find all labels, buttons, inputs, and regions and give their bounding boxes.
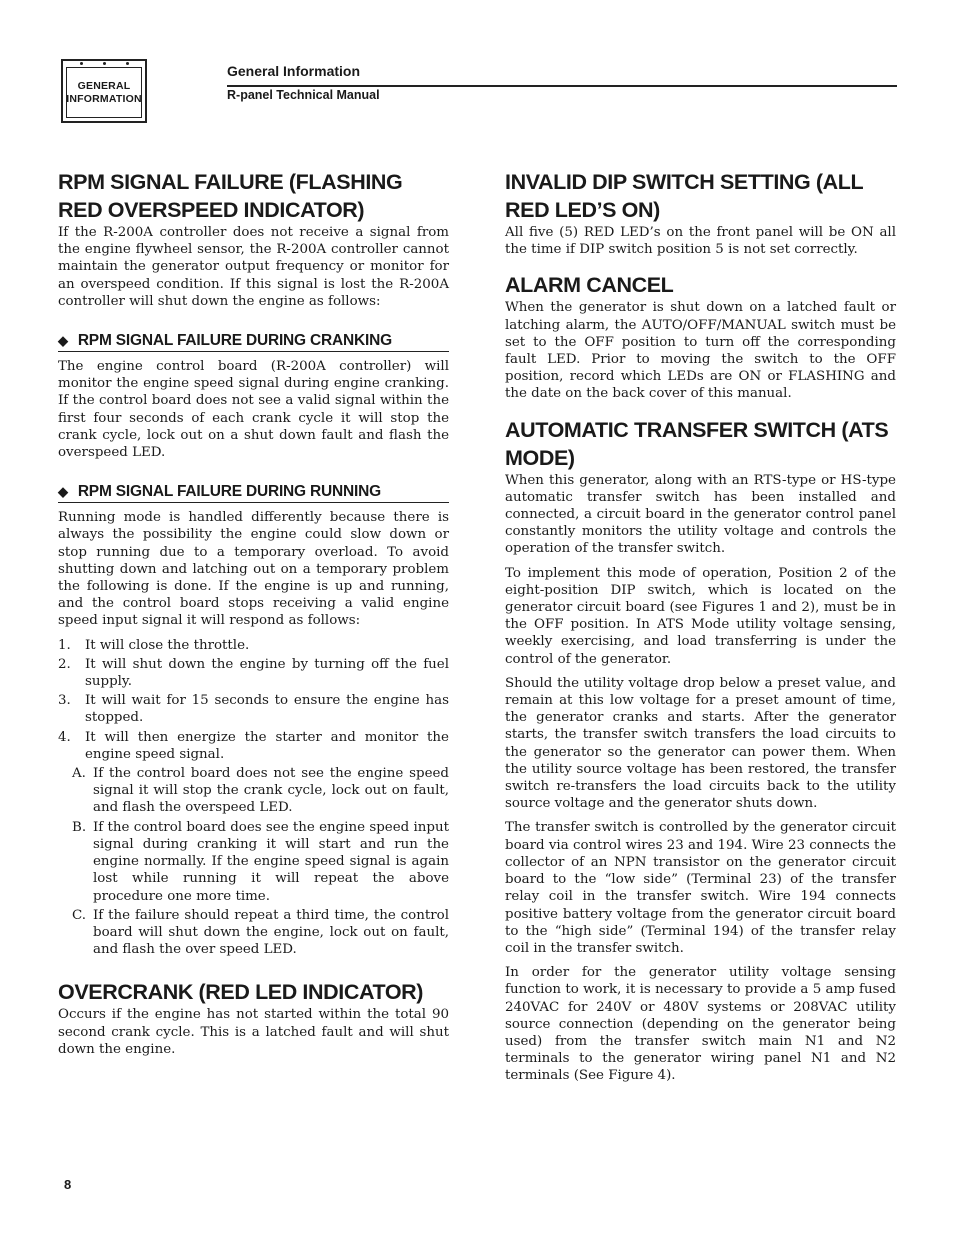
dip-switch-text: All five (5) RED LED’s on the front panel will be ON all the time if DIP switch position 5 is not set correctly. bbox=[505, 225, 896, 258]
list-item: 4. It will then energize the starter and monitor the engine speed signal. bbox=[58, 729, 449, 762]
response-substeps-list bbox=[58, 765, 449, 958]
ats-heading: AUTOMATIC TRANSFER SWITCH (ATS MODE) bbox=[505, 417, 889, 470]
overcrank-text: Occurs if the engine has not started within the total 90 second crank cycle. This is a latched fault and will shut down the engine. bbox=[58, 1007, 449, 1057]
running-subheading-text: RPM SIGNAL FAILURE DURING RUNNING bbox=[77, 483, 381, 501]
list-item: 1. It will close the throttle. bbox=[58, 637, 250, 653]
logo-dot bbox=[126, 62, 129, 65]
cranking-subheading bbox=[58, 332, 449, 352]
logo-dot bbox=[103, 62, 106, 65]
rpm-signal-failure-intro: If the R-200A controller does not receive a signal from the engine flywheel sensor, the R-200A controller cannot maintain the generator output frequency or monitor for an overspeed condition. If this signal is lost the R-200A controller will shut down the engine as follows: bbox=[58, 225, 449, 309]
page-number: 8 bbox=[64, 1177, 72, 1192]
list-item: C. If the failure should repeat a third time, the control board will shut down the engine, lock out on fault, and flash the over speed LED. bbox=[72, 907, 449, 958]
logo-line-1: GENERAL bbox=[77, 79, 131, 92]
logo-line-2: INFORMATION bbox=[66, 92, 142, 105]
diamond-bullet-icon: ◆ bbox=[58, 333, 68, 349]
ats-paragraph-4: The transfer switch is controlled by the generator circuit board via control wires 23 and 194. Wire 23 connects the collector of an NPN transistor on the generator circuit board to the “low side” (Terminal 23) of the transfer relay coil in the transfer switch. Wire 194 connects positive battery voltage from the generator circuit board to the “high side” (Terminal 194) of the transfer relay coil in the transfer switch. bbox=[505, 820, 896, 956]
running-text: Running mode is handled differently because there is always the possibility the engine could slow down or stop running due to a temporary overload. To avoid shutting down and latching out on a temporary problem the following is done. If the engine is up and running, and the control board stops receiving a valid engine speed input signal it will respond as follows: bbox=[58, 510, 449, 629]
ats-paragraph-3: Should the utility voltage drop below a preset value, and remain at this low voltage for a preset amount of time, the generator cranks and starts. After the generator starts, the transfer switch transfers the load circuits to the generator so the generator can power them. When the utility source voltage has been restored, the transfer switch re-transfers the load circuits back to the utility source voltage and the generator shuts down. bbox=[505, 675, 896, 812]
diamond-bullet-icon: ◆ bbox=[58, 484, 68, 500]
list-item: B. If the control board does see the engine speed input signal during cranking it will start and run the engine normally. If the engine speed signal is again lost while running it will repeat the above procedure one more time. bbox=[72, 819, 449, 904]
response-steps-list bbox=[58, 637, 449, 763]
left-column bbox=[58, 168, 449, 1058]
alarm-cancel-text: When the generator is shut down on a latched fault or latching alarm, the AUTO/OFF/MANUAL switch must be set to the OFF position to turn off the corresponding fault LED. Prior to moving the switch to the OFF position, record which LEDs are ON or FLASHING and the date on the back cover of this manual. bbox=[505, 300, 896, 402]
list-item: A. If the control board does not see the engine speed signal it will stop the crank cycle, lock out on fault, and flash the overspeed LED. bbox=[72, 766, 449, 816]
ats-paragraph-1: When this generator, along with an RTS-type or HS-type automatic transfer switch has been installed and connected, a circuit board in the generator control panel constantly monitors the utility voltage and controls the operation of the transfer switch. bbox=[505, 472, 896, 557]
logo-text bbox=[66, 80, 142, 106]
list-item: 2. It will shut down the engine by turning off the fuel supply. bbox=[58, 656, 449, 690]
section-logo bbox=[61, 59, 147, 123]
right-column bbox=[505, 168, 896, 1085]
overcrank-heading: OVERCRANK (RED LED INDICATOR) bbox=[58, 980, 424, 1005]
logo-frame bbox=[66, 67, 142, 118]
ats-paragraph-2: To implement this mode of operation, Position 2 of the eight-position DIP switch, which is located on the generator circuit board (see Figures 1 and 2), must be in the OFF position. In ATS Mode utility voltage sensing, weekly exercising, and load transferring is under the control of the generator. bbox=[505, 565, 896, 667]
logo-dot bbox=[80, 62, 83, 65]
list-item: 3. It will wait for 15 seconds to ensure the engine has stopped. bbox=[58, 693, 449, 726]
cranking-subheading-text: RPM SIGNAL FAILURE DURING CRANKING bbox=[77, 332, 392, 350]
header-rule bbox=[227, 85, 897, 87]
rpm-signal-failure-heading: RPM SIGNAL FAILURE (FLASHING RED OVERSPEED INDICATOR) bbox=[58, 170, 403, 222]
ats-paragraph-5: In order for the generator utility voltage sensing function to work, it is necessary to provide a 5 amp fused 240VAC for 240V or 480V systems or 208VAC utility source connection (depending on the generator being used) from the transfer switch main N1 and N2 terminals to the generator wiring panel N1 and N2 terminals (See Figure 4). bbox=[505, 965, 896, 1084]
alarm-cancel-heading: ALARM CANCEL bbox=[505, 273, 674, 298]
dip-switch-heading: INVALID DIP SWITCH SETTING (ALL RED LED’S ON) bbox=[505, 170, 863, 222]
running-subheading bbox=[58, 483, 449, 503]
header-title: General Information bbox=[227, 63, 361, 79]
cranking-text: The engine control board (R-200A controller) will monitor the engine speed signal during engine cranking. If the control board does not see a valid signal within the first four seconds of each crank cycle it will stop the crank cycle, lock out on a shut down fault and flash the overspeed LED. bbox=[58, 359, 449, 461]
header-subtitle: R-panel Technical Manual bbox=[227, 88, 380, 102]
